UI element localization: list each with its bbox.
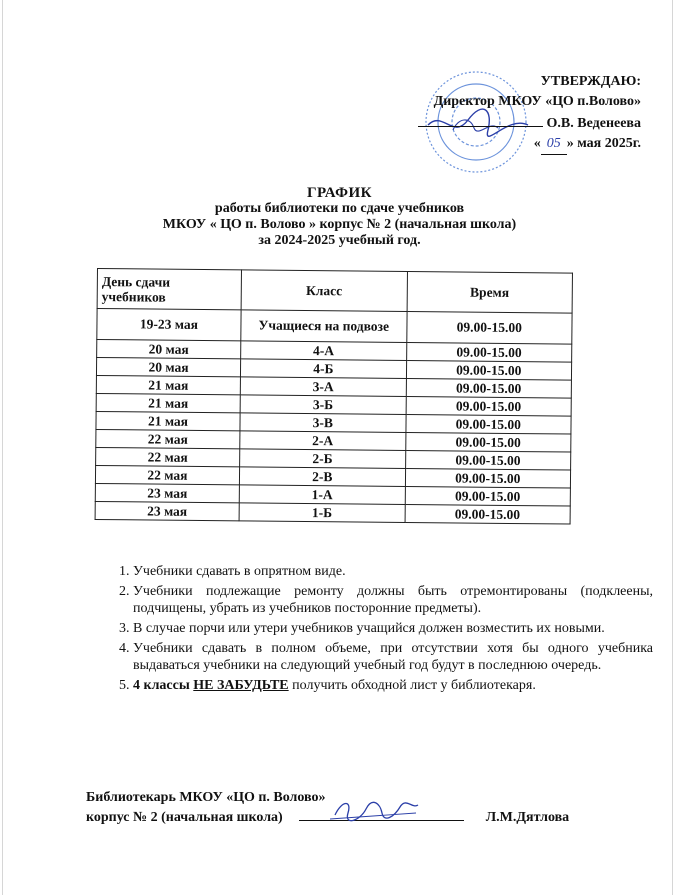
table-row: [97, 309, 572, 345]
cell-time: 09.00-15.00: [405, 468, 571, 488]
cell-day: 21 мая: [96, 411, 240, 430]
cell-time: 09.00-15.00: [406, 378, 572, 398]
schedule-table: [95, 268, 573, 525]
cell-class: 3-А: [240, 377, 406, 397]
list-item: 4. Учебники сдавать в полном объеме, при отсутствии хотя бы одного учебника выдаваться учебники на следующий учебный год будут в последнюю очередь.: [133, 640, 653, 674]
cell-day: 22 мая: [96, 429, 240, 448]
cell-class: 1-Б: [239, 503, 405, 523]
list-item: 2. Учебники подлежащие ремонту должны быть отремонтированы (подклеены, подчищены, убрать из учебников посторонние предметы).: [133, 583, 653, 617]
header-class: Класс: [241, 270, 407, 312]
list-item-reminder: [133, 677, 653, 694]
cell-class: 2-В: [239, 467, 405, 487]
table-header-row: [97, 269, 572, 314]
header-time: Время: [407, 271, 573, 313]
approval-block: [341, 72, 641, 155]
title-line-1: работы библиотеки по сдаче учебников: [214, 201, 465, 216]
title-line-3: за 2024-2025 учебный год.: [258, 233, 421, 248]
cell-time: 09.00-15.00: [405, 450, 571, 470]
signature-line: [418, 112, 543, 127]
librarian-signature-icon: [330, 795, 420, 825]
cell-class: 3-Б: [240, 395, 406, 415]
title-line-2: МКОУ « ЦО п. Волово » корпус № 2 (начальная школа): [162, 217, 517, 232]
director-name: О.В. Веденеева: [546, 116, 641, 131]
director-position: Директор МКОУ «ЦО п.Волово»: [433, 94, 641, 109]
cell-day: 22 мая: [95, 465, 239, 484]
cell-class: 3-В: [240, 413, 406, 433]
table-row: [95, 501, 570, 524]
cell-day: 22 мая: [96, 447, 240, 466]
cell-time: 09.00-15.00: [406, 342, 572, 362]
scan-edge-right: [672, 0, 673, 895]
reminder-prefix: 4 классы: [133, 678, 190, 693]
reminder-suffix: получить обходной лист у библиотекаря.: [292, 678, 536, 693]
cell-time: 09.00-15.00: [406, 360, 572, 380]
cell-day: 23 мая: [95, 483, 239, 502]
cell-time: 09.00-15.00: [405, 432, 571, 452]
header-day: День сдачи учебников: [97, 269, 241, 310]
scan-edge-left: [2, 0, 3, 895]
cell-day: 20 мая: [97, 340, 241, 359]
librarian-position: Библиотекарь МКОУ «ЦО п. Волово»: [86, 790, 326, 805]
cell-day: 20 мая: [96, 358, 240, 377]
list-item: 1. Учебники сдавать в опрятном виде.: [133, 563, 653, 580]
list-item: 3. В случае порчи или утери учебников учащийся должен возместить их новыми.: [133, 620, 653, 637]
cell-class: 2-А: [240, 431, 406, 451]
librarian-building: корпус № 2 (начальная школа): [86, 810, 283, 825]
cell-class: 1-А: [239, 485, 405, 505]
cell-class: Учащиеся на подвозе: [241, 310, 407, 343]
cell-time: 09.00-15.00: [406, 396, 572, 416]
document-title: [0, 185, 679, 249]
cell-day: 21 мая: [96, 375, 240, 394]
approval-heading: УТВЕРЖДАЮ:: [540, 74, 641, 89]
cell-time: 09.00-15.00: [406, 414, 572, 434]
cell-class: 4-А: [241, 341, 407, 361]
cell-day: 19-23 мая: [97, 309, 241, 341]
date-month-year: » мая 2025г.: [566, 136, 641, 151]
cell-class: 4-Б: [240, 359, 406, 379]
date-day: 05: [541, 134, 567, 155]
cell-day: 21 мая: [96, 393, 240, 412]
cell-time: 09.00-15.00: [406, 311, 572, 344]
cell-time: 09.00-15.00: [405, 486, 571, 506]
cell-time: 09.00-15.00: [405, 504, 571, 524]
librarian-name: Л.М.Дятлова: [485, 810, 570, 825]
cell-class: 2-Б: [240, 449, 406, 469]
title-main: ГРАФИК: [306, 185, 373, 201]
rules-list: [97, 563, 653, 697]
footer-signature-block: [86, 788, 569, 828]
reminder-emphasis: НЕ ЗАБУДЬТЕ: [193, 678, 289, 693]
date-open-quote: «: [533, 136, 541, 151]
cell-day: 23 мая: [95, 501, 239, 520]
